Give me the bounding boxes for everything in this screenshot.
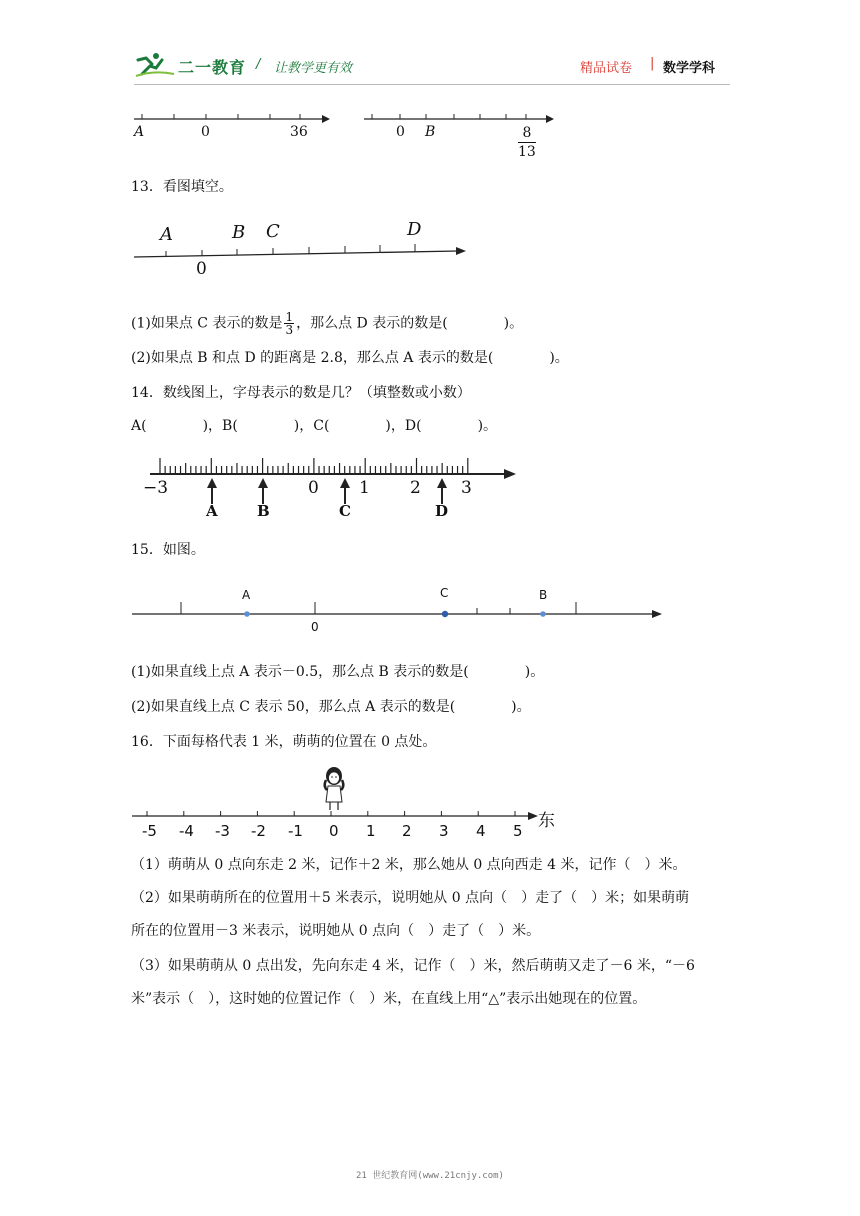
q16-part3-line1: （3）如果萌萌从 0 点出发，先向东走 4 米，记作（ ）米，然后萌萌又走了－6 米，“－6 <box>131 958 695 974</box>
q16-num-minus5: -5 <box>142 822 157 840</box>
q13-numberline-figure <box>130 234 475 264</box>
q13-part1-pre: (1)如果点 C 表示的数是 <box>131 315 283 332</box>
q13-label-a: A <box>160 224 173 245</box>
q14-letter-d: D <box>435 502 449 520</box>
q13-label-c: C <box>266 221 280 242</box>
page-footer: 21 世纪教育网(www.21cnjy.com) <box>356 1171 504 1181</box>
q16-num-4: 4 <box>476 822 486 840</box>
q12-fraction-den: 13 <box>518 144 536 160</box>
q14-num-1: 1 <box>359 478 370 498</box>
q15-part2: (2)如果直线上点 C 表示 50，那么点 A 表示的数是( )。 <box>131 699 531 715</box>
q14-num-3: 3 <box>461 478 472 498</box>
q16-num-2: 2 <box>402 822 412 840</box>
q13-label-b: B <box>232 222 246 243</box>
q13-label-zero: 0 <box>196 259 207 279</box>
q14-num-minus3: −3 <box>143 478 169 498</box>
header-slogan: 让教学更有效 <box>274 61 353 76</box>
q12-label-b: B <box>425 124 436 140</box>
q12-label-36: 36 <box>290 124 308 140</box>
q15-part1: (1)如果直线上点 A 表示－0.5，那么点 B 表示的数是( )。 <box>131 664 545 680</box>
q16-part3-line2: 米”表示（ ），这时她的位置记作（ ）米，在直线上用“△”表示出她现在的位置。 <box>131 991 647 1007</box>
q15-label-c: C <box>440 586 449 600</box>
q14-letter-a: A <box>206 502 218 520</box>
q12-label-a: A <box>134 124 145 140</box>
girl-figure-icon <box>318 764 350 814</box>
q16-num-1: 1 <box>366 822 376 840</box>
q15-label-zero: 0 <box>311 620 319 634</box>
q16-num-0: 0 <box>329 822 339 840</box>
q15-label-b: B <box>539 588 548 602</box>
header-subject: 数学学科 <box>663 61 716 76</box>
q13-title: 13．看图填空。 <box>131 179 233 195</box>
q16-part2-line2: 所在的位置用－3 米表示，说明她从 0 点向（ ）走了（ ）米。 <box>131 923 541 939</box>
q16-title: 16．下面每格代表 1 米，萌萌的位置在 0 点处。 <box>131 734 437 750</box>
header-slash: / <box>256 57 261 72</box>
q13-fraction <box>284 311 294 336</box>
q12-label-zero: 0 <box>201 124 210 140</box>
q16-num-5: 5 <box>513 822 523 840</box>
q16-part1: （1）萌萌从 0 点向东走 2 米，记作＋2 米，那么她从 0 点向西走 4 米，记作（ ）米。 <box>131 857 687 873</box>
q12-fraction-num: 8 <box>518 124 536 143</box>
q16-num-minus4: -4 <box>179 822 194 840</box>
q13-part2: (2)如果点 B 和点 D 的距离是 2.8，那么点 A 表示的数是( )。 <box>131 350 569 366</box>
brand-name: 二一教育 <box>178 58 247 77</box>
q14-num-0: 0 <box>308 478 319 498</box>
q16-num-minus2: -2 <box>251 822 266 840</box>
q13-part1-post: ，那么点 D 表示的数是( )。 <box>296 315 524 332</box>
q13-fraction-num: 1 <box>285 310 294 324</box>
q14-letter-b: B <box>257 502 270 520</box>
q15-label-a: A <box>242 588 251 602</box>
q13-part1 <box>131 311 523 336</box>
q16-num-3: 3 <box>439 822 449 840</box>
header-rule <box>134 84 730 85</box>
q16-direction-east: 东 <box>538 811 555 831</box>
q15-numberline-figure <box>130 596 670 626</box>
header-divider: | <box>650 56 655 71</box>
q12-fraction <box>518 124 536 161</box>
q14-letter-c: C <box>339 502 351 520</box>
q14-title: 14．数线图上，字母表示的数是几？（填整数或小数） <box>131 385 471 401</box>
q14-num-2: 2 <box>410 478 421 498</box>
q12-right-zero: 0 <box>396 124 405 140</box>
q13-fraction-den: 3 <box>285 323 294 337</box>
q13-label-d: D <box>407 219 422 240</box>
q15-title: 15．如图。 <box>131 542 205 558</box>
q16-part2-line1: （2）如果萌萌所在的位置用＋5 米表示，说明她从 0 点向（ ）走了（ ）米；如果萌萌 <box>131 890 690 906</box>
q16-num-minus1: -1 <box>288 822 303 840</box>
header-tag: 精品试卷 <box>580 61 633 76</box>
q14-answer-line: A( )，B( )，C( )，D( )。 <box>131 418 498 434</box>
q16-num-minus3: -3 <box>215 822 230 840</box>
